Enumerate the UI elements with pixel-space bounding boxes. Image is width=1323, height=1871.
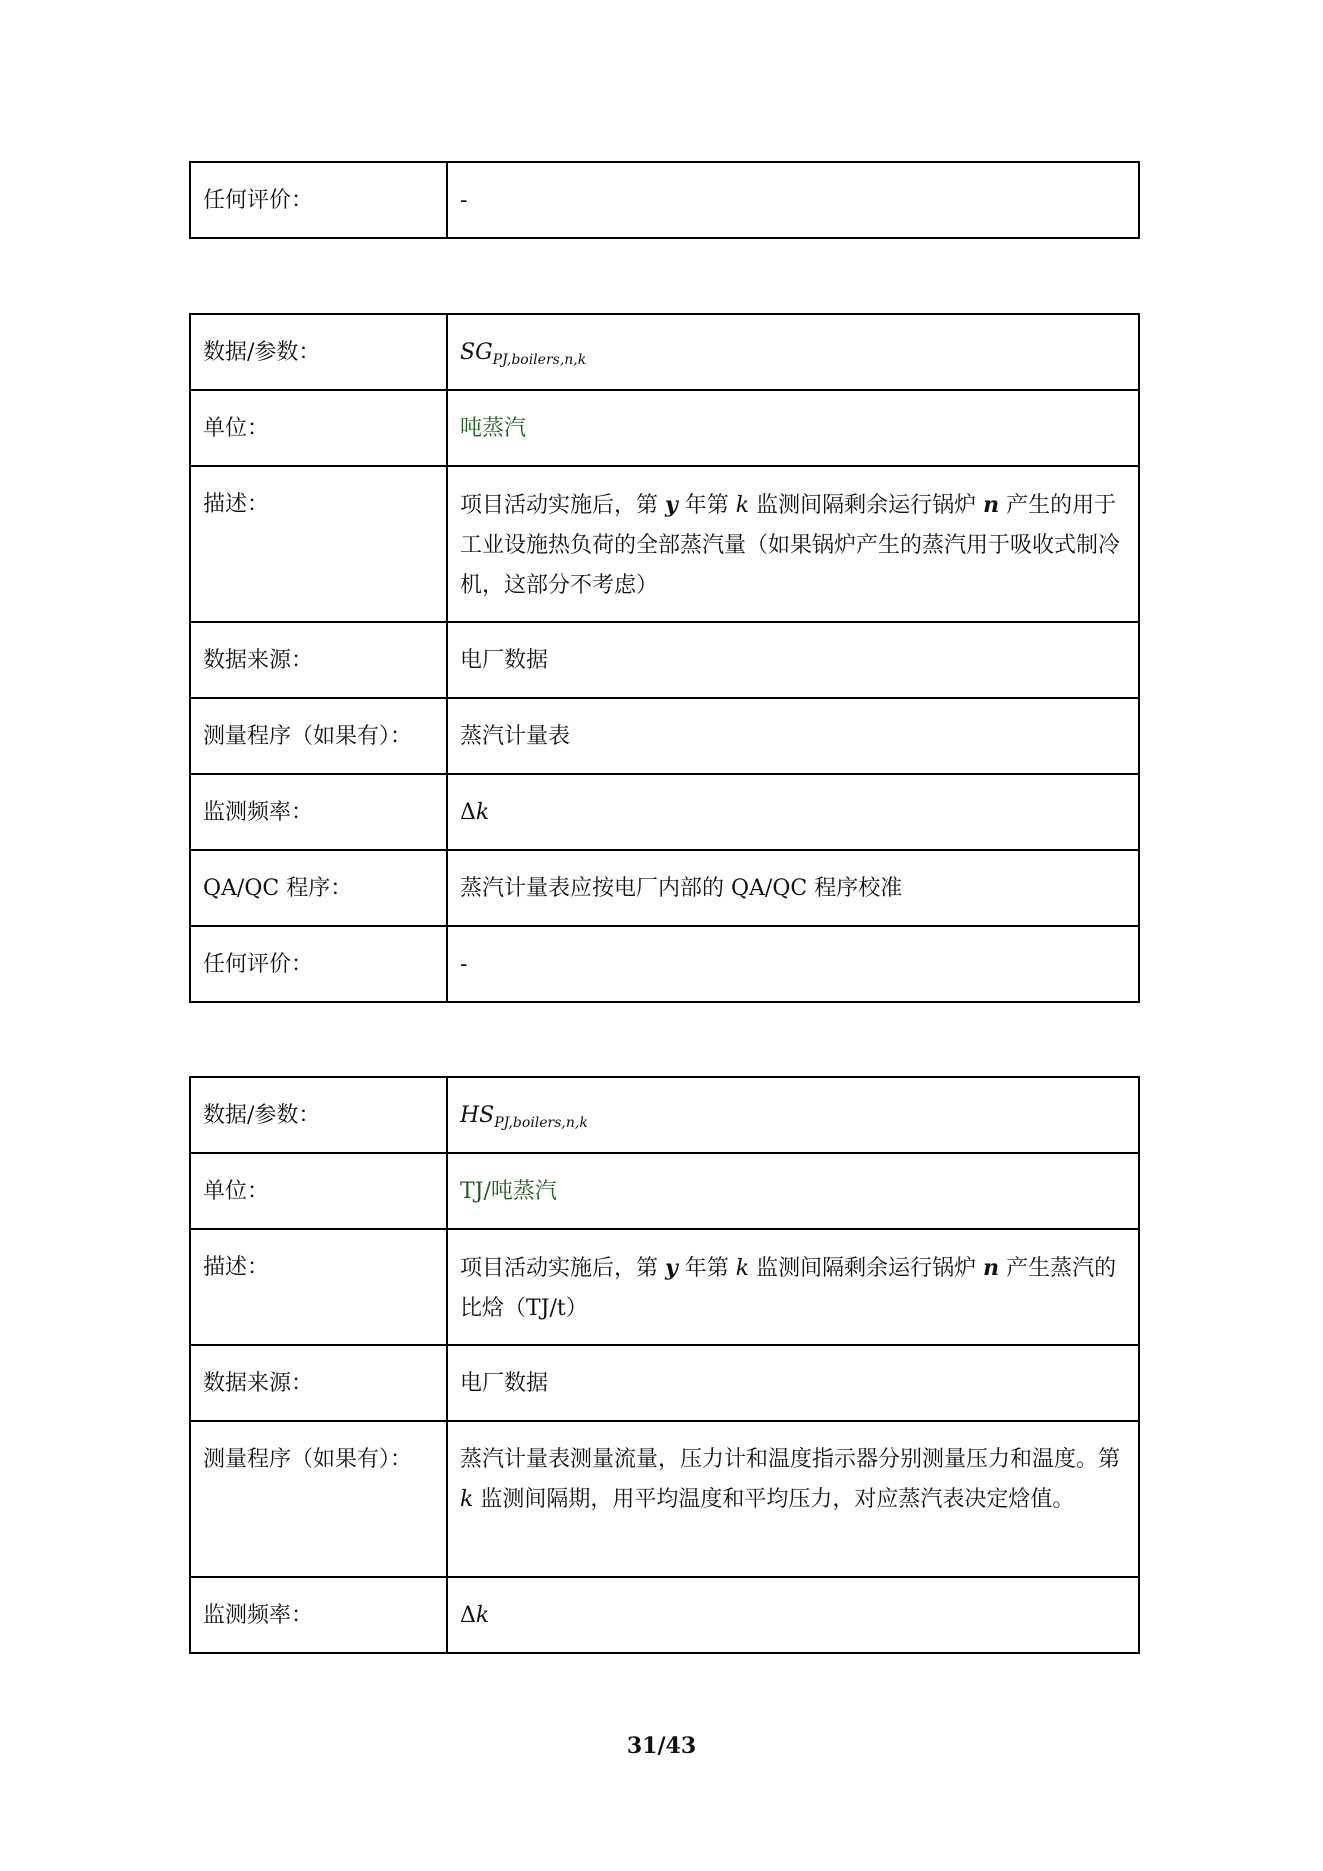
- parameter-table-hs: [189, 1076, 1140, 1654]
- unit-label: 单位：: [190, 1153, 447, 1229]
- comment-value: -: [447, 162, 1139, 238]
- source-value: 电厂数据: [447, 622, 1139, 698]
- delta-symbol: Δ: [460, 800, 476, 825]
- procedure-var-k: k: [460, 1487, 474, 1512]
- freq-value: [447, 1577, 1139, 1653]
- page-number: 31/43: [626, 1733, 697, 1759]
- unit-value: 吨蒸汽: [447, 390, 1139, 466]
- table-row: [190, 1229, 1139, 1345]
- param-label: 数据/参数：: [190, 314, 447, 390]
- desc-var-y: y: [665, 1255, 678, 1281]
- procedure-text: 监测间隔期，用平均温度和平均压力，对应蒸汽表决定焓值。: [473, 1487, 1075, 1512]
- freq-label: 监测频率：: [190, 1577, 447, 1653]
- desc-text: 年第: [677, 1256, 736, 1281]
- desc-text: 项目活动实施后，第: [460, 493, 665, 518]
- param-subscript: PJ,boilers,n,k: [494, 1115, 588, 1131]
- desc-var-n: n: [983, 1255, 1000, 1281]
- comment-label: 任何评价：: [190, 926, 447, 1002]
- desc-text: 监测间隔剩余运行锅炉: [749, 493, 984, 518]
- param-value: [447, 314, 1139, 390]
- comment-table: [189, 161, 1140, 239]
- delta-symbol: Δ: [460, 1603, 476, 1628]
- table-row: [190, 698, 1139, 774]
- table-row: [190, 1153, 1139, 1229]
- qaqc-label: QA/QC 程序：: [190, 850, 447, 926]
- desc-value: [447, 466, 1139, 622]
- source-label: 数据来源：: [190, 622, 447, 698]
- table-row: [190, 850, 1139, 926]
- procedure-value: 蒸汽计量表: [447, 698, 1139, 774]
- desc-value: [447, 1229, 1139, 1345]
- procedure-label: 测量程序（如果有）：: [190, 1421, 447, 1577]
- param-label: 数据/参数：: [190, 1077, 447, 1153]
- desc-text: 监测间隔剩余运行锅炉: [749, 1256, 984, 1281]
- table-row: [190, 314, 1139, 390]
- table-row: [190, 1421, 1139, 1577]
- table-row: [190, 162, 1139, 238]
- desc-text: 产生的用于工业设施热负荷的全部蒸汽量（如果锅炉产生的蒸汽用于吸收式制冷机，这部分不考虑）: [460, 493, 1121, 598]
- freq-var: k: [475, 800, 490, 825]
- procedure-text: 蒸汽计量表测量流量，压力计和温度指示器分别测量压力和温度。第: [460, 1447, 1121, 1472]
- desc-var-k: k: [735, 1256, 750, 1281]
- param-symbol: HS: [460, 1103, 495, 1128]
- parameter-table-sg: [189, 313, 1140, 1003]
- param-symbol: SG: [460, 340, 493, 365]
- desc-label: 描述：: [190, 1229, 447, 1345]
- table-row: [190, 1577, 1139, 1653]
- param-subscript: PJ,boilers,n,k: [492, 352, 587, 368]
- param-value: [447, 1077, 1139, 1153]
- freq-var: k: [475, 1603, 490, 1628]
- source-label: 数据来源：: [190, 1345, 447, 1421]
- comment-value: -: [447, 926, 1139, 1002]
- freq-label: 监测频率：: [190, 774, 447, 850]
- procedure-label: 测量程序（如果有）：: [190, 698, 447, 774]
- qaqc-value: 蒸汽计量表应按电厂内部的 QA/QC 程序校准: [447, 850, 1139, 926]
- desc-text: 年第: [677, 493, 736, 518]
- desc-var-n: n: [983, 492, 1000, 518]
- table-row: [190, 466, 1139, 622]
- desc-label: 描述：: [190, 466, 447, 622]
- unit-label: 单位：: [190, 390, 447, 466]
- procedure-value: [447, 1421, 1139, 1577]
- table-row: [190, 1345, 1139, 1421]
- source-value: 电厂数据: [447, 1345, 1139, 1421]
- unit-value: TJ/吨蒸汽: [447, 1153, 1139, 1229]
- table-row: [190, 774, 1139, 850]
- desc-var-k: k: [735, 493, 750, 518]
- table-row: [190, 622, 1139, 698]
- desc-text: 项目活动实施后，第: [460, 1256, 665, 1281]
- freq-value: [447, 774, 1139, 850]
- table-row: [190, 926, 1139, 1002]
- desc-text: 产生蒸汽的比焓（TJ/t）: [460, 1256, 1117, 1321]
- table-row: [190, 390, 1139, 466]
- comment-label: 任何评价：: [190, 162, 447, 238]
- table-row: [190, 1077, 1139, 1153]
- desc-var-y: y: [665, 492, 678, 518]
